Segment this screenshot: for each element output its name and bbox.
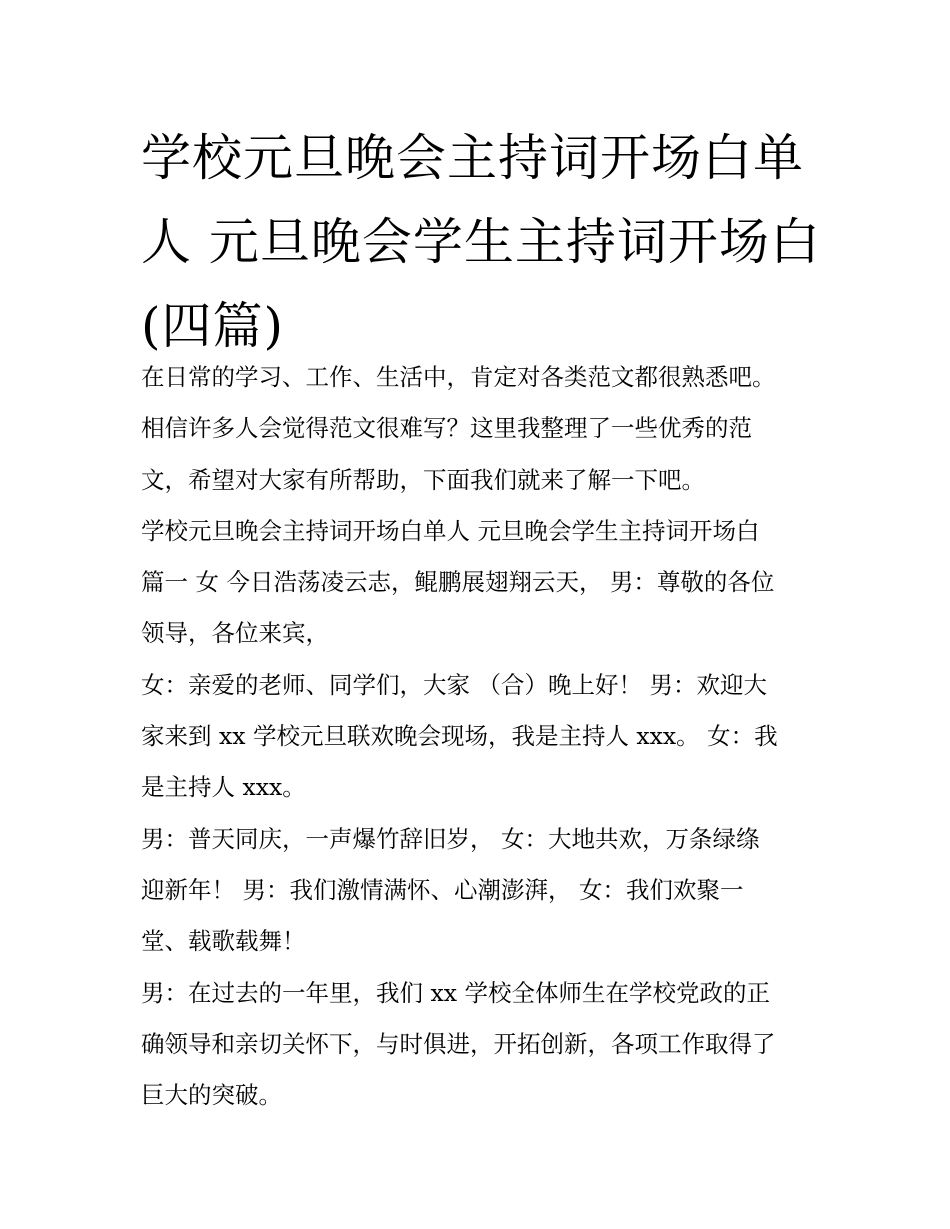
body-line: 巨大的突破。 [141, 1081, 282, 1110]
body-line: 领导，各位来宾， [141, 619, 329, 648]
title-line: 学校元旦晚会主持词开场白单 [141, 129, 804, 187]
body-line: 文，希望对大家有所帮助，下面我们就来了解一下吧。 [141, 465, 705, 494]
body-line: 堂、载歌载舞！ [141, 927, 306, 956]
body-line: 在日常的学习、工作、生活中，肯定对各类范文都很熟悉吧。 [141, 363, 776, 391]
body-line: 男：在过去的一年里，我们 xx 学校全体师生在学校党政的正 [141, 978, 770, 1007]
body-line: 确领导和亲切关怀下，与时俱进，开拓创新，各项工作取得了 [141, 1029, 776, 1058]
body-line: 迎新年！ 男：我们激情满怀、心潮澎湃， 女：我们欢聚一 [141, 875, 744, 904]
document-title [141, 116, 821, 368]
title-line: (四篇) [141, 297, 285, 355]
body-line: 是主持人 xxx。 [141, 773, 306, 802]
body-line: 篇一 女 今日浩荡凌云志，鲲鹏展翅翔云天， 男：尊敬的各位 [141, 568, 775, 597]
body-line: 学校元旦晚会主持词开场白单人 元旦晚会学生主持词开场白 [141, 516, 760, 545]
title-line: 人 元旦晚会学生主持词开场白 [141, 213, 821, 271]
body-line: 相信许多人会觉得范文很难写？这里我整理了一些优秀的范 [141, 414, 752, 443]
body-line: 女：亲爱的老师、同学们，大家 （合）晚上好！ 男：欢迎大 [141, 670, 767, 699]
body-line: 男：普天同庆，一声爆竹辞旧岁， 女：大地共欢，万条绿绦 [141, 824, 760, 853]
document-body [141, 352, 821, 1121]
body-line: 家来到 xx 学校元旦联欢晚会现场，我是主持人 xxx。 女：我 [141, 722, 778, 751]
